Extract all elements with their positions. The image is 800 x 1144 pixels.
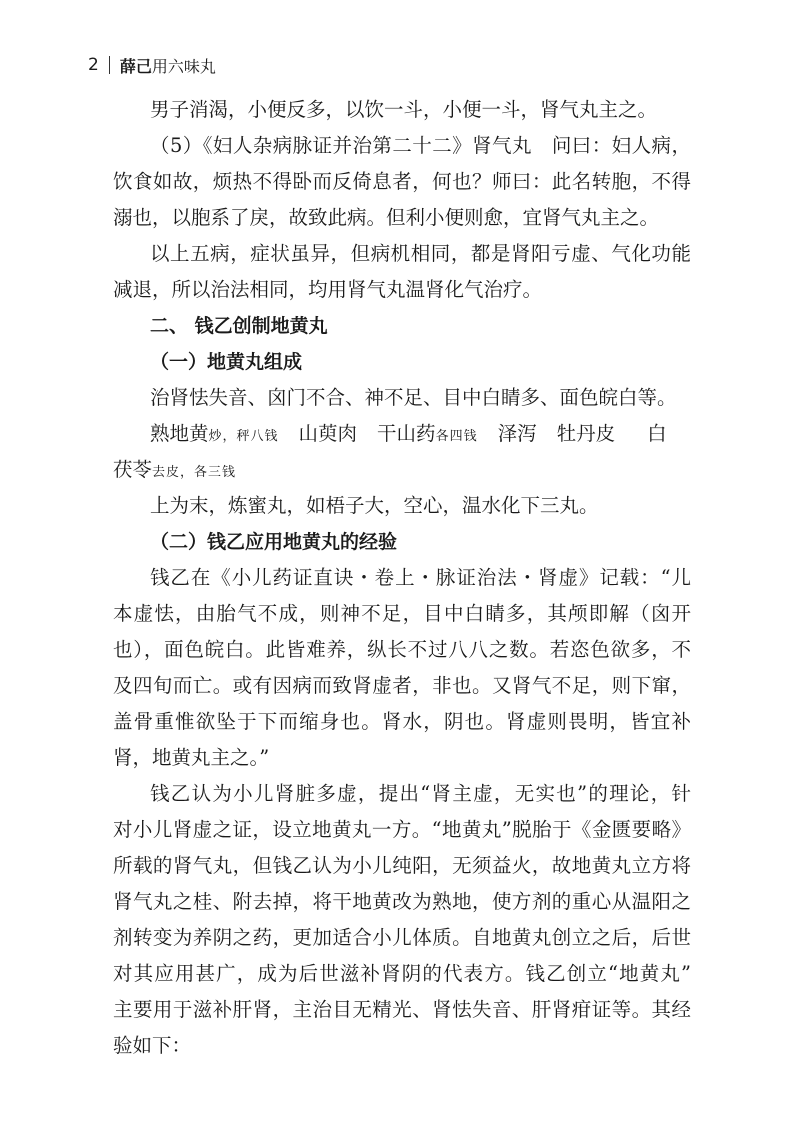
text-line: 上为末，炼蜜丸，如梧子大，空心，温水化下三丸。 <box>150 494 599 517</box>
text-line: 钱乙认为小儿肾脏多虚，提出“肾主虚，无实也”的理论，针 <box>150 782 691 805</box>
subsection-heading: （一）地黄丸组成 <box>150 351 303 373</box>
text-line: 肾气丸之桂、附去掉，将干地黄改为熟地，使方剂的重心从温阳之 <box>113 890 691 913</box>
header-divider <box>109 56 110 74</box>
ingredient-name: 茯苓 <box>113 458 153 481</box>
text-line: 验如下： <box>113 1034 192 1057</box>
text-line: 对其应用甚广，成为后世滋补肾阴的代表方。钱乙创立“地黄丸” <box>113 962 691 985</box>
formula-line <box>113 452 691 488</box>
subsection-heading: （二）钱乙应用地黄丸的经验 <box>150 531 398 553</box>
text-line: 对小儿肾虚之证，设立地黄丸一方。“地黄丸”脱胎于《金匮要略》 <box>113 818 691 841</box>
text-line: 男子消渴，小便反多，以饮一斗，小便一斗，肾气丸主之。 <box>150 98 658 121</box>
book-title-bold: 薛己 <box>119 56 152 76</box>
text-line: 主要用于滋补肝肾，主治目无精光、肾怯失音、肝肾疳证等。其经 <box>113 998 691 1021</box>
text-line: 溺也，以胞系了戾，故致此病。但利小便则愈，宜肾气丸主之。 <box>113 206 660 229</box>
ingredient-note: 去皮，各三钱 <box>152 465 237 480</box>
text-line: 也），面色皖白。此皆难养，纵长不过八八之数。若恣色欲多，不 <box>113 638 691 661</box>
text-line: 钱乙在《小儿药证直诀・卷上・脉证治法・肾虚》记载：“儿 <box>150 566 691 589</box>
text-line: 以上五病，症状虽异，但病机相同，都是肾阳亏虚、气化功能 <box>150 242 691 265</box>
text-line: 所载的肾气丸，但钱乙认为小儿纯阳，无须益火，故地黄丸立方将 <box>113 854 691 877</box>
text-line: 剂转变为养阴之药，更加适合小儿体质。自地黄丸创立之后，后世 <box>113 926 691 949</box>
section-heading: 二、 钱乙创制地黄丸 <box>150 315 328 337</box>
ingredient-note: 各四钱 <box>435 429 478 444</box>
text-line: 盖骨重惟欲坠于下而缩身也。肾水，阴也。肾虚则畏明，皆宜补 <box>113 710 691 733</box>
formula-line <box>113 416 691 452</box>
ingredient-name: 泽泻 <box>497 422 537 445</box>
text-line: 减退，所以治法相同，均用肾气丸温肾化气治疗。 <box>113 278 543 301</box>
text-line: 肾，地黄丸主之。” <box>113 746 270 769</box>
text-line: （5）《妇人杂病脉证并治第二十二》肾气丸 问曰：妇人病， <box>150 134 691 157</box>
ingredient-name: 牡丹皮 <box>556 422 616 445</box>
page-body <box>113 92 691 1064</box>
running-header <box>88 52 216 78</box>
ingredient-name: 山萸肉 <box>298 422 358 445</box>
ingredient-name: 白 <box>647 422 667 445</box>
text-line: 及四旬而亡。或有因病而致肾虚者，非也。又肾气不足，则下窜， <box>113 674 691 697</box>
ingredient-name: 熟地黄 <box>150 422 209 445</box>
text-line: 饮食如故，烦热不得卧而反倚息者，何也？师曰：此名转胞，不得 <box>113 170 691 193</box>
text-line: 治肾怯失音、囟门不合、神不足、目中白睛多、面色皖白等。 <box>150 386 677 409</box>
book-title-rest: 用六味丸 <box>151 56 216 76</box>
ingredient-note: 炒，秤八钱 <box>208 429 279 444</box>
text-line: 本虚怯，由胎气不成，则神不足，目中白睛多，其颅即解（囟开 <box>113 602 691 625</box>
ingredient-name: 干山药 <box>377 422 436 445</box>
page-number: 2 <box>88 55 99 75</box>
book-title <box>120 54 216 77</box>
